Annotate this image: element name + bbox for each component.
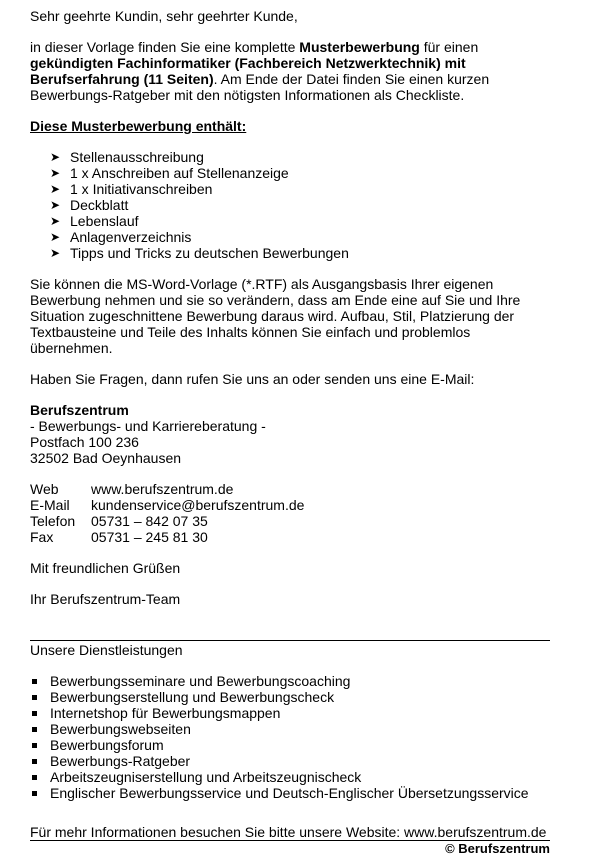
contact-table — [30, 481, 550, 545]
footer — [30, 824, 550, 841]
questions-text: Haben Sie Fragen, dann rufen Sie uns an oder senden uns eine E-Mail: — [30, 371, 475, 387]
list-item: Englischer Bewerbungsservice und Deutsch-Englischer Übersetzungsservice — [30, 785, 550, 801]
arrow-bullet-icon: ➤ — [50, 150, 61, 164]
usage-line: Bewerbung nehmen und sie so verändern, dass am Ende eine auf Sie und Ihre — [30, 292, 521, 308]
square-bullet-icon — [30, 721, 50, 737]
more-info-text: Für mehr Informationen besuchen Sie bitte unsere Website: www.berufszentrum.de — [30, 824, 547, 840]
square-bullet-icon — [30, 705, 50, 721]
usage-line: Textbausteine und Teile des Inhalts können Sie einfach und problemlos — [30, 324, 471, 340]
list-item: Bewerbungsseminare und Bewerbungscoaching — [30, 673, 550, 689]
divider — [30, 640, 550, 641]
salutation: Sehr geehrte Kundin, sehr geehrter Kunde, — [30, 8, 298, 24]
usage-line: übernehmen. — [30, 340, 113, 356]
intro-text-2: für einen — [419, 39, 479, 55]
company-name: Berufszentrum — [30, 402, 129, 418]
usage-line: Sie können die MS-Word-Vorlage (*.RTF) als Ausgangsbasis Ihrer eigenen — [30, 276, 494, 292]
list-item: ➤ Stellenausschreibung — [50, 149, 204, 165]
intro-line-3-bold: Berufserfahrung (11 Seiten) — [30, 71, 214, 87]
square-bullet-icon — [30, 769, 50, 785]
intro-line-4: Bewerbungs-Ratgeber mit den nötigsten Informationen als Checkliste. — [30, 87, 465, 103]
list-item: ➤ Anlagenverzeichnis — [50, 229, 192, 245]
arrow-bullet-icon: ➤ — [50, 246, 61, 260]
arrow-bullet-icon: ➤ — [50, 214, 61, 228]
company-city: 32502 Bad Oeynhausen — [30, 450, 182, 466]
arrow-bullet-icon: ➤ — [50, 182, 61, 196]
document-body — [30, 8, 550, 801]
list-item: Internetshop für Bewerbungsmappen — [30, 705, 550, 721]
list-item: Bewerbungswebseiten — [30, 721, 550, 737]
copyright: © Berufszentrum — [445, 841, 550, 856]
list-item: ➤ Tipps und Tricks zu deutschen Bewerbungen — [50, 245, 349, 261]
phone-number: 05731 – 842 07 35 — [91, 513, 208, 529]
usage-paragraph — [30, 276, 550, 356]
square-bullet-icon — [30, 753, 50, 769]
services-list — [30, 673, 550, 801]
company-tagline: - Bewerbungs- und Karriereberatung - — [30, 418, 266, 434]
usage-line: Situation zugeschnittene Bewerbung daraus wird. Aufbau, Stil, Platzierung der — [30, 308, 515, 324]
contains-list — [30, 149, 550, 261]
company-postbox: Postfach 100 236 — [30, 434, 139, 450]
contact-row-web: Web www.berufszentrum.de — [30, 481, 234, 497]
intro-line-3-rest: . Am Ende der Datei finden Sie einen kurzen — [213, 71, 490, 87]
list-item: Bewerbungserstellung und Bewerbungscheck — [30, 689, 550, 705]
square-bullet-icon — [30, 673, 50, 689]
arrow-bullet-icon: ➤ — [50, 230, 61, 244]
signature: Ihr Berufszentrum-Team — [30, 591, 181, 607]
list-item: Bewerbungs-Ratgeber — [30, 753, 550, 769]
services-heading: Unsere Dienstleistungen — [30, 642, 183, 658]
arrow-bullet-icon: ➤ — [50, 166, 61, 180]
list-item: ➤ Lebenslauf — [50, 213, 139, 229]
intro-bold-musterbewerbung: Musterbewerbung — [299, 39, 420, 55]
square-bullet-icon — [30, 689, 50, 705]
list-item: Bewerbungsforum — [30, 737, 550, 753]
contains-heading: Diese Musterbewerbung enthält: — [30, 118, 247, 134]
email-link[interactable]: kundenservice@berufszentrum.de — [91, 497, 305, 513]
company-address — [30, 402, 550, 466]
contact-row-phone: Telefon 05731 – 842 07 35 — [30, 513, 208, 529]
closing: Mit freundlichen Grüßen — [30, 560, 181, 576]
list-item: ➤ 1 x Initiativanschreiben — [50, 181, 213, 197]
intro-text-1: in dieser Vorlage finden Sie eine komplette — [30, 39, 300, 55]
intro-paragraph — [30, 39, 550, 103]
square-bullet-icon — [30, 737, 50, 753]
intro-line-2: gekündigten Fachinformatiker (Fachbereich Netzwerktechnik) mit — [30, 55, 466, 71]
list-item: ➤ 1 x Anschreiben auf Stellenanzeige — [50, 165, 289, 181]
contact-row-email: E-Mail kundenservice@berufszentrum.de — [30, 497, 305, 513]
square-bullet-icon — [30, 785, 50, 801]
list-item: Arbeitszeugniserstellung und Arbeitszeugnischeck — [30, 769, 550, 785]
list-item: ➤ Deckblatt — [50, 197, 129, 213]
web-link[interactable]: www.berufszentrum.de — [91, 481, 234, 497]
arrow-bullet-icon: ➤ — [50, 198, 61, 212]
contact-row-fax: Fax 05731 – 245 81 30 — [30, 529, 208, 545]
fax-number: 05731 – 245 81 30 — [91, 529, 208, 545]
